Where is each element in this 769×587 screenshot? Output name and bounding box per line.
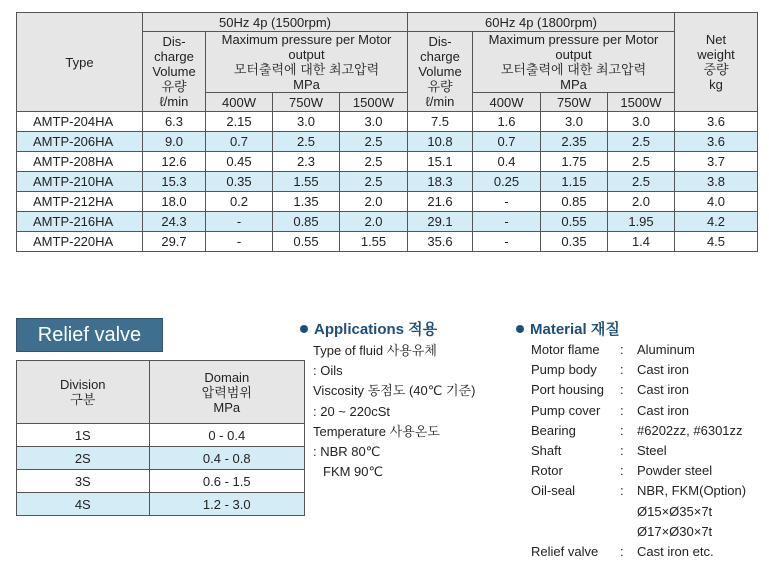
pressure-50-1500-cell: 2.5 bbox=[340, 152, 408, 172]
application-line: Temperature 사용온도 bbox=[313, 423, 440, 439]
material-value: Ø17×Ø30×7t bbox=[637, 523, 713, 539]
material-value: Aluminum bbox=[637, 342, 695, 357]
domain-cell: 0.4 - 0.8 bbox=[149, 447, 304, 470]
type-cell: AMTP-208HA bbox=[17, 152, 143, 172]
relief-valve-title: Relief valve bbox=[16, 318, 163, 352]
pressure-50-750-cell: 2.3 bbox=[273, 152, 340, 172]
pressure-50-750-cell: 1.35 bbox=[273, 192, 340, 212]
material-label: Bearing bbox=[531, 422, 576, 438]
pressure-50-1500-cell: 2.5 bbox=[340, 172, 408, 192]
type-header: Type bbox=[17, 13, 143, 112]
table-row bbox=[17, 112, 758, 132]
discharge-60-cell: 15.1 bbox=[408, 152, 473, 172]
watt-750-50: 750W bbox=[273, 93, 340, 112]
pressure-50-400-cell: - bbox=[206, 232, 273, 252]
pressure-60-400-cell: - bbox=[473, 232, 541, 252]
pressure-50-1500-cell: 2.0 bbox=[340, 212, 408, 232]
pressure-50-750-cell: 1.55 bbox=[273, 172, 340, 192]
pressure-50-750-cell: 2.5 bbox=[273, 132, 340, 152]
discharge-50-cell: 24.3 bbox=[143, 212, 206, 232]
material-label: Rotor bbox=[531, 463, 563, 479]
application-line: : NBR 80℃ bbox=[313, 444, 381, 460]
material-colon: : bbox=[620, 543, 624, 559]
discharge-60-header: Dis- charge Volume 유량 ℓ/min bbox=[408, 32, 473, 112]
table-row bbox=[17, 232, 758, 252]
material-colon: : bbox=[620, 402, 624, 418]
relief-table bbox=[16, 360, 305, 516]
division-cell: 3S bbox=[17, 470, 150, 493]
material-value: NBR, FKM(Option) bbox=[637, 483, 747, 499]
pressure-50-750-cell: 0.85 bbox=[273, 212, 340, 232]
pressure-60-750-cell: 3.0 bbox=[541, 112, 608, 132]
table-row bbox=[17, 132, 758, 152]
division-header: Division 구분 bbox=[17, 361, 150, 424]
pressure-60-header: Maximum pressure per Motor output 모터출력에 대한 최고압력 MPa bbox=[473, 32, 675, 93]
pressure-60-400-cell: - bbox=[473, 192, 541, 212]
spec-table bbox=[16, 12, 758, 252]
material-colon: : bbox=[620, 342, 624, 357]
material-value: Powder steel bbox=[637, 463, 713, 479]
net-weight-header: Net weight 중량 kg bbox=[675, 13, 758, 112]
watt-750-60: 750W bbox=[541, 93, 608, 112]
material-label: Pump cover bbox=[531, 402, 601, 418]
bullet-icon bbox=[300, 325, 308, 333]
pressure-50-400-cell: 0.7 bbox=[206, 132, 273, 152]
table-row bbox=[17, 447, 305, 470]
pressure-50-1500-cell: 3.0 bbox=[340, 112, 408, 132]
material-label: Oil-seal bbox=[531, 483, 576, 499]
discharge-50-cell: 18.0 bbox=[143, 192, 206, 212]
material-value: Ø15×Ø35×7t bbox=[637, 503, 713, 519]
bullet-icon bbox=[516, 325, 524, 333]
table-row bbox=[17, 493, 305, 516]
discharge-60-cell: 10.8 bbox=[408, 132, 473, 152]
material-value: Cast iron etc. bbox=[637, 543, 714, 559]
application-line: Type of fluid 사용유체 bbox=[313, 343, 437, 358]
discharge-50-cell: 29.7 bbox=[143, 232, 206, 252]
type-cell: AMTP-220HA bbox=[17, 232, 143, 252]
pressure-50-400-cell: 0.2 bbox=[206, 192, 273, 212]
pressure-60-750-cell: 0.85 bbox=[541, 192, 608, 212]
pressure-60-1500-cell: 1.4 bbox=[608, 232, 675, 252]
pressure-50-400-cell: 0.45 bbox=[206, 152, 273, 172]
pressure-60-750-cell: 0.55 bbox=[541, 212, 608, 232]
pressure-60-400-cell: 0.7 bbox=[473, 132, 541, 152]
pressure-60-750-cell: 2.35 bbox=[541, 132, 608, 152]
pressure-60-1500-cell: 2.0 bbox=[608, 192, 675, 212]
material-value: Cast iron bbox=[637, 402, 690, 418]
division-cell: 1S bbox=[17, 424, 150, 447]
pressure-50-1500-cell: 2.5 bbox=[340, 132, 408, 152]
pressure-50-750-cell: 3.0 bbox=[273, 112, 340, 132]
pressure-50-400-cell: 2.15 bbox=[206, 112, 273, 132]
material-label: Pump body bbox=[531, 362, 597, 378]
pressure-60-400-cell: 0.25 bbox=[473, 172, 541, 192]
pressure-60-1500-cell: 1.95 bbox=[608, 212, 675, 232]
weight-cell: 3.7 bbox=[675, 152, 758, 172]
discharge-60-cell: 21.6 bbox=[408, 192, 473, 212]
pressure-60-1500-cell: 2.5 bbox=[608, 172, 675, 192]
group-50hz-header: 50Hz 4p (1500rpm) bbox=[143, 13, 408, 32]
type-cell: AMTP-212HA bbox=[17, 192, 143, 212]
table-row bbox=[17, 172, 758, 192]
weight-cell: 3.6 bbox=[675, 132, 758, 152]
pressure-60-750-cell: 1.15 bbox=[541, 172, 608, 192]
material-colon: : bbox=[620, 463, 624, 479]
application-line: : 20 ~ 220cSt bbox=[313, 403, 390, 419]
weight-cell: 4.5 bbox=[675, 232, 758, 252]
applications-heading: Applications 적용 bbox=[300, 318, 437, 339]
domain-cell: 0.6 - 1.5 bbox=[149, 470, 304, 493]
material-colon: : bbox=[620, 422, 624, 438]
type-cell: AMTP-216HA bbox=[17, 212, 143, 232]
table-row bbox=[17, 212, 758, 232]
weight-cell: 4.0 bbox=[675, 192, 758, 212]
discharge-50-cell: 15.3 bbox=[143, 172, 206, 192]
application-line: Viscosity 동점도 (40℃ 기준) bbox=[313, 383, 476, 399]
discharge-50-header: Dis- charge Volume 유량 ℓ/min bbox=[143, 32, 206, 112]
domain-cell: 0 - 0.4 bbox=[149, 424, 304, 447]
table-row bbox=[17, 152, 758, 172]
division-cell: 4S bbox=[17, 493, 150, 516]
watt-400-60: 400W bbox=[473, 93, 541, 112]
watt-1500-60: 1500W bbox=[608, 93, 675, 112]
pressure-50-750-cell: 0.55 bbox=[273, 232, 340, 252]
material-label: Shaft bbox=[531, 442, 562, 458]
pressure-60-1500-cell: 2.5 bbox=[608, 132, 675, 152]
discharge-50-cell: 9.0 bbox=[143, 132, 206, 152]
material-value: Cast iron bbox=[637, 382, 690, 398]
table-row bbox=[17, 192, 758, 212]
discharge-50-cell: 6.3 bbox=[143, 112, 206, 132]
pressure-50-400-cell: - bbox=[206, 212, 273, 232]
material-value: Steel bbox=[637, 442, 667, 458]
weight-cell: 3.6 bbox=[675, 112, 758, 132]
pressure-50-1500-cell: 1.55 bbox=[340, 232, 408, 252]
type-cell: AMTP-210HA bbox=[17, 172, 143, 192]
division-cell: 2S bbox=[17, 447, 150, 470]
material-colon: : bbox=[620, 483, 624, 499]
discharge-60-cell: 18.3 bbox=[408, 172, 473, 192]
watt-1500-50: 1500W bbox=[340, 93, 408, 112]
pressure-60-400-cell: 0.4 bbox=[473, 152, 541, 172]
pressure-50-header: Maximum pressure per Motor output 모터출력에 대한 최고압력 MPa bbox=[206, 32, 408, 93]
material-heading: Material 재질 bbox=[516, 318, 620, 339]
weight-cell: 4.2 bbox=[675, 212, 758, 232]
discharge-50-cell: 12.6 bbox=[143, 152, 206, 172]
domain-cell: 1.2 - 3.0 bbox=[149, 493, 304, 516]
material-label: Motor flame bbox=[531, 342, 600, 357]
material-value: Cast iron bbox=[637, 362, 690, 378]
pressure-60-750-cell: 0.35 bbox=[541, 232, 608, 252]
table-row bbox=[17, 470, 305, 493]
material-colon: : bbox=[620, 442, 624, 458]
discharge-60-cell: 7.5 bbox=[408, 112, 473, 132]
pressure-50-400-cell: 0.35 bbox=[206, 172, 273, 192]
pressure-60-1500-cell: 2.5 bbox=[608, 152, 675, 172]
watt-400-50: 400W bbox=[206, 93, 273, 112]
applications-list bbox=[313, 341, 475, 482]
material-label: Relief valve bbox=[531, 543, 599, 559]
material-value: #6202zz, #6301zz bbox=[637, 422, 743, 438]
pressure-50-1500-cell: 2.0 bbox=[340, 192, 408, 212]
table-row bbox=[17, 424, 305, 447]
material-colon: : bbox=[620, 362, 624, 378]
pressure-60-1500-cell: 3.0 bbox=[608, 112, 675, 132]
discharge-60-cell: 35.6 bbox=[408, 232, 473, 252]
pressure-60-750-cell: 1.75 bbox=[541, 152, 608, 172]
pressure-60-400-cell: 1.6 bbox=[473, 112, 541, 132]
type-cell: AMTP-206HA bbox=[17, 132, 143, 152]
application-line: : Oils bbox=[313, 363, 343, 379]
type-cell: AMTP-204HA bbox=[17, 112, 143, 132]
material-label: Port housing bbox=[531, 382, 604, 398]
group-60hz-header: 60Hz 4p (1800rpm) bbox=[408, 13, 675, 32]
weight-cell: 3.8 bbox=[675, 172, 758, 192]
application-line: FKM 90℃ bbox=[323, 464, 384, 480]
material-colon: : bbox=[620, 382, 624, 398]
domain-header: Domain 압력범위 MPa bbox=[149, 361, 304, 424]
discharge-60-cell: 29.1 bbox=[408, 212, 473, 232]
pressure-60-400-cell: - bbox=[473, 212, 541, 232]
